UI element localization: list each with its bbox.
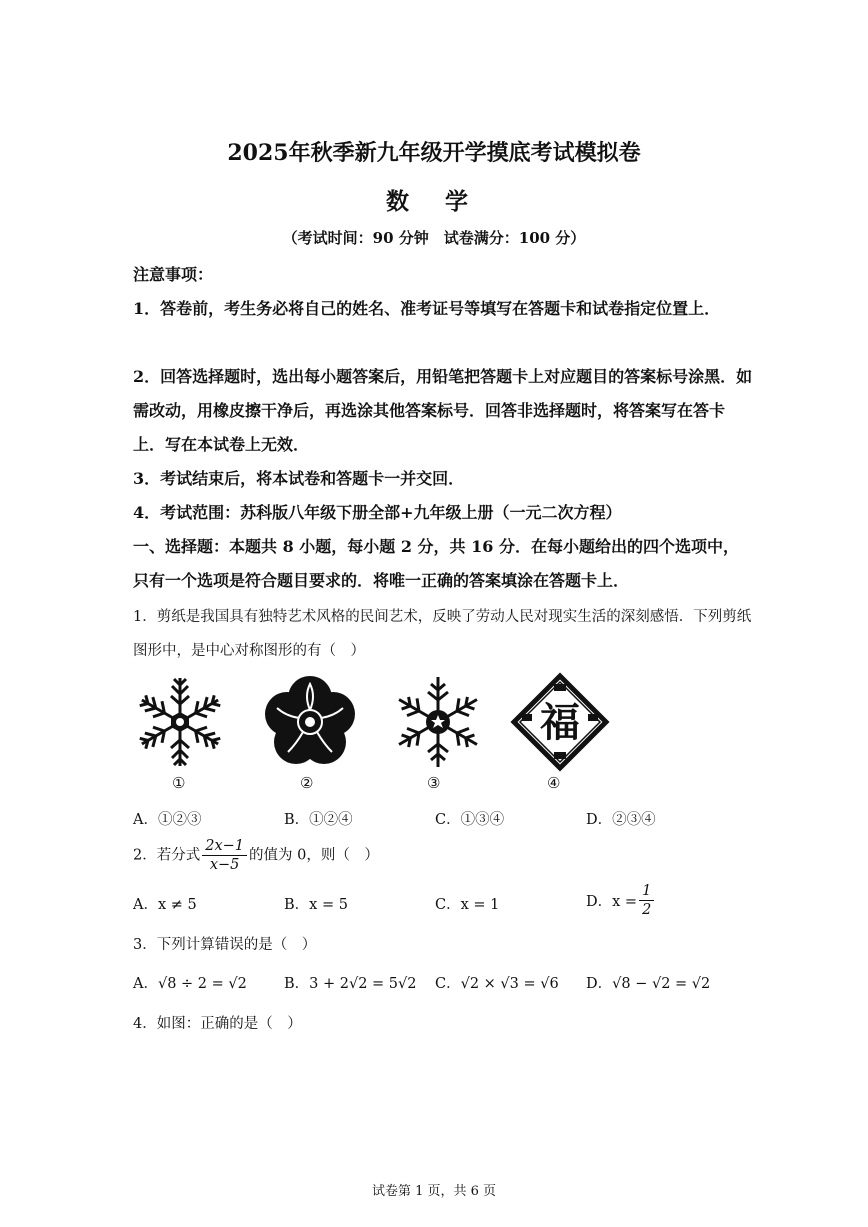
q1-option-b[interactable]: B．①②④ — [284, 812, 353, 828]
paper-cut-fu-character — [510, 672, 610, 772]
q4-stem: 4．如图：正确的是（ ） — [133, 1016, 302, 1032]
q1-figures — [130, 672, 610, 772]
q2-option-d-frac — [639, 882, 654, 919]
q2-stem — [133, 837, 379, 874]
q3-option-a[interactable]: A．√8 ÷ 2 = √2 — [133, 976, 247, 992]
notice-heading: 注意事项： — [133, 265, 214, 284]
fu-char: 福 — [540, 699, 580, 746]
fig-label-1: ① — [172, 774, 186, 792]
page-footer: 试卷第 1 页，共 6 页 — [371, 1184, 497, 1199]
paper-cut-flower — [260, 672, 360, 772]
q2-stem-post: 的值为 0，则（ ） — [249, 847, 379, 864]
q3-stem: 3．下列计算错误的是（ ） — [133, 937, 317, 953]
fig-label-4: ④ — [547, 774, 561, 792]
q2-frac-num: 2x−1 — [202, 837, 247, 856]
q2-option-d-den: 2 — [642, 902, 652, 918]
q1-option-c[interactable]: C．①③④ — [435, 812, 505, 828]
paper-cut-snowflake-2 — [388, 672, 488, 772]
subject-title: 数 学 — [385, 188, 482, 215]
notice-item-1: 1．答卷前，考生务必将自己的姓名、准考证号等填写在答题卡和试卷指定位置上． — [133, 299, 721, 318]
paper-cut-snowflake-1 — [130, 672, 230, 772]
q2-option-d-prefix: D．x = — [586, 894, 638, 910]
q1-option-a[interactable]: A．①②③ — [133, 812, 202, 828]
fig-label-2: ② — [300, 774, 314, 792]
q2-option-d-num: 1 — [639, 882, 654, 901]
q3-option-c[interactable]: C．√2 × √3 = √6 — [435, 976, 559, 992]
q3-option-d[interactable]: D．√8 − √2 = √2 — [586, 976, 711, 992]
q2-stem-pre: 2．若分式 — [133, 847, 201, 864]
q2-fraction — [202, 837, 247, 874]
q1-option-d[interactable]: D．②③④ — [586, 812, 656, 828]
fig-label-3: ③ — [427, 774, 441, 792]
notice-item-4: 4．考试范围：苏科版八年级下册全部+九年级上册（一元二次方程） — [133, 503, 622, 522]
q2-option-c[interactable]: C．x = 1 — [435, 897, 500, 913]
exam-title: 2025年秋季新九年级开学摸底考试模拟卷 — [227, 140, 641, 166]
exam-meta: （考试时间：90 分钟 试卷满分：100 分） — [282, 229, 586, 247]
q2-option-b[interactable]: B．x = 5 — [284, 897, 348, 913]
notice-item-3: 3．考试结束后，将本试卷和答题卡一并交回． — [133, 469, 465, 488]
q2-option-a[interactable]: A．x ≠ 5 — [133, 897, 197, 913]
q1-stem: 1．剪纸是我国具有独特艺术风格的民间艺术，反映了劳动人民对现实生活的深刻感悟．下列剪纸图形中，是中心对称图形的有（ ） — [133, 609, 752, 659]
q2-frac-den: x−5 — [209, 857, 240, 873]
q3-option-b[interactable]: B．3 + 2√2 = 5√2 — [284, 976, 417, 992]
q2-option-d[interactable] — [586, 882, 656, 919]
notice-item-2: 2．回答选择题时，选出每小题答案后，用铅笔把答题卡上对应题目的答案标号涂黑．如需改动，用橡皮擦干净后，再选涂其他答案标号．回答非选择题时，将答案写在答卡上．写在本试卷上无效． — [133, 367, 753, 454]
section-heading: 一、选择题：本题共 8 小题，每小题 2 分，共 16 分．在每小题给出的四个选项中，只有一个选项是符合题目要求的．将唯一正确的答案填涂在答题卡上． — [133, 537, 739, 590]
